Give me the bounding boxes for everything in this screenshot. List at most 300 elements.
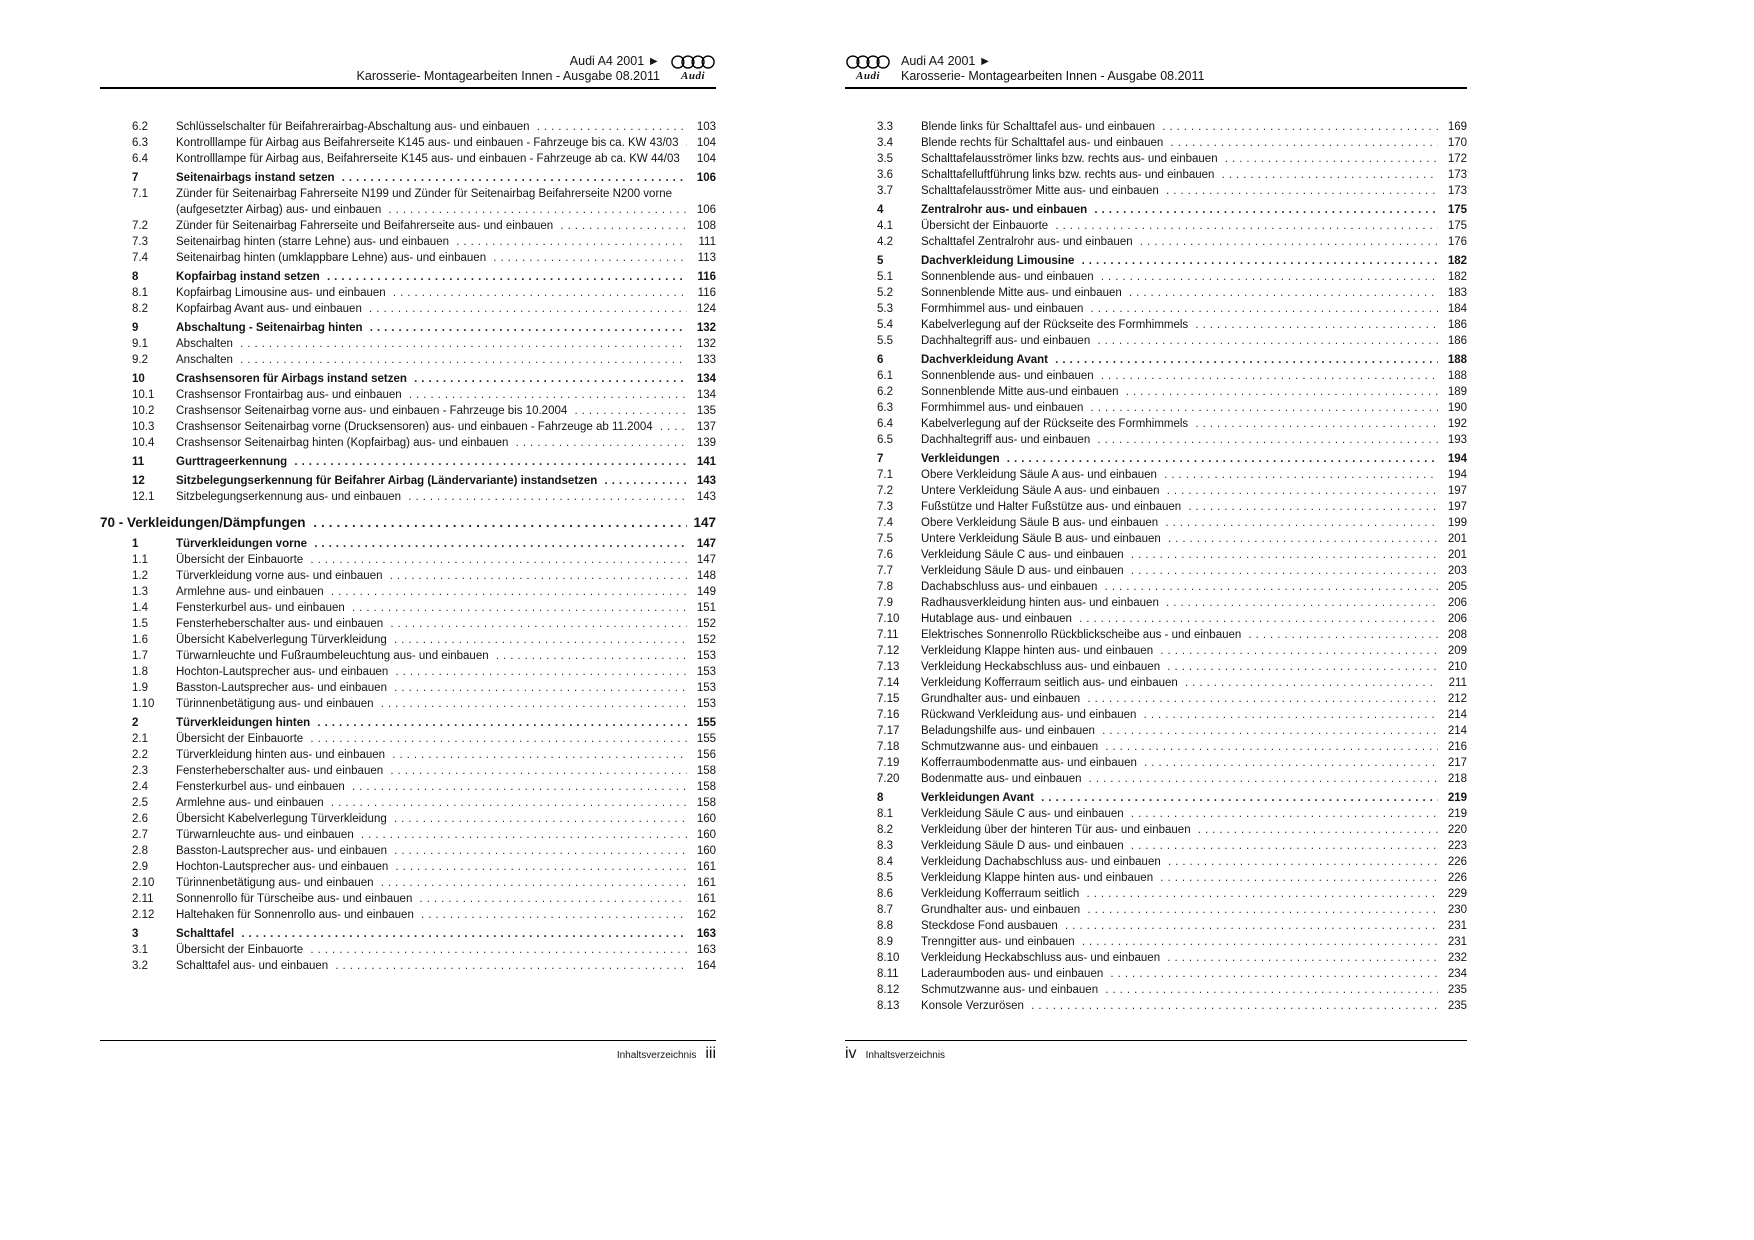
toc-entry-page: 201 (1447, 533, 1467, 545)
toc-entry-page: 208 (1447, 629, 1467, 641)
toc-entry-page: 153 (696, 682, 716, 694)
toc-entry-number: 2.11 (132, 893, 154, 905)
toc-entry-page: 156 (696, 749, 716, 761)
toc-entry-title: Laderaumboden aus- und einbauen ..... (921, 966, 1438, 982)
toc-entry (100, 795, 716, 811)
toc-entry-number: 3.6 (877, 169, 893, 181)
toc-entry-number: 1.9 (132, 682, 148, 694)
toc-entry (845, 643, 1467, 659)
toc-entry-title: Trenngitter aus- und einbauen ..... (921, 934, 1438, 950)
toc-entry-title: Sonnenblende Mitte aus-und einbauen ..... (921, 384, 1438, 400)
toc-entry-title: Schalttafelausströmer Mitte aus- und einbauen ..... (921, 183, 1438, 199)
toc-entry-number: 2.1 (132, 733, 148, 745)
toc-entry (100, 489, 716, 505)
toc-entry-page: 160 (696, 845, 716, 857)
toc-entry-number: 10.1 (132, 389, 155, 401)
toc-entry-title: Verkleidung Heckabschluss aus- und einbauen ..... (921, 659, 1438, 675)
toc-entry-page: 132 (696, 338, 716, 350)
toc-entry (100, 250, 716, 266)
toc-entry-number: 1.1 (132, 554, 148, 566)
toc-entry (845, 368, 1467, 384)
toc-entry-page: 163 (696, 944, 716, 956)
toc-entry (100, 536, 716, 552)
toc-entry (100, 664, 716, 680)
toc-entry (100, 151, 716, 167)
toc-entry-number: 8.1 (877, 808, 893, 820)
toc-entry-number: 7.19 (877, 757, 900, 769)
toc-entry-page: 137 (696, 421, 716, 433)
toc-entry-number: 1.6 (132, 634, 148, 646)
toc-entry-number: 1.7 (132, 650, 148, 662)
toc-entry-title: Sonnenrollo für Türscheibe aus- und einbauen ..... (176, 891, 687, 907)
toc-entry-page: 160 (696, 829, 716, 841)
page-right (845, 54, 1467, 1062)
toc-entry-page: 235 (1447, 984, 1467, 996)
toc-entry-number: 5.4 (877, 319, 893, 331)
toc-entry-page: 113 (697, 252, 716, 264)
toc-entry-page: 175 (1447, 204, 1467, 216)
toc-entry-page: 158 (696, 781, 716, 793)
footer-label: Inhaltsverzeichnis (616, 1050, 697, 1061)
toc-entry (100, 907, 716, 923)
toc-entry-title: Sonnenblende aus- und einbauen ..... (921, 269, 1438, 285)
toc-entry-page: 188 (1447, 354, 1467, 366)
toc-entry-title: Türinnenbetätigung aus- und einbauen ..... (176, 875, 687, 891)
toc-entry-page: 209 (1447, 645, 1467, 657)
toc-entry-page: 147 (696, 554, 716, 566)
toc-entry-title: Kabelverlegung auf der Rückseite des Formhimmels ..... (921, 416, 1438, 432)
toc-entry-page: 206 (1447, 597, 1467, 609)
toc-entry-number: 10.3 (132, 421, 155, 433)
toc-entry-number: 9.1 (132, 338, 148, 350)
toc-entry (845, 499, 1467, 515)
toc-entry-number: 8.6 (877, 888, 893, 900)
toc-entry-number: 9.2 (132, 354, 148, 366)
toc-entry (845, 285, 1467, 301)
toc-entry-title: Elektrisches Sonnenrollo Rückblickscheibe aus - und einbauen ..... (921, 627, 1438, 643)
header-text (357, 54, 660, 84)
toc-entry (100, 387, 716, 403)
toc-entry-page: 134 (696, 373, 716, 385)
toc-entry-page: 186 (1447, 335, 1467, 347)
toc-entry-number: 7.1 (877, 469, 893, 481)
toc-entry-number: 7.8 (877, 581, 893, 593)
toc-entry-title: Formhimmel aus- und einbauen ..... (921, 400, 1438, 416)
page-header-left (100, 54, 716, 89)
toc-entry-page: 161 (696, 893, 716, 905)
toc-entry (845, 269, 1467, 285)
toc-entry-page: 155 (696, 733, 716, 745)
toc-entry (100, 234, 716, 250)
audi-rings-icon (846, 54, 890, 70)
toc-entry-page: 210 (1447, 661, 1467, 673)
toc-entry-title: 70 - Verkleidungen/Dämpfungen ..... (100, 514, 687, 532)
toc-entry (845, 167, 1467, 183)
toc-entry-number: 7.2 (132, 220, 148, 232)
toc-entry-title: Beladungshilfe aus- und einbauen ..... (921, 723, 1438, 739)
toc-entry-title: Formhimmel aus- und einbauen ..... (921, 301, 1438, 317)
toc-entry-number: 4 (877, 204, 884, 216)
toc-entry-page: 199 (1447, 517, 1467, 529)
toc-entry-title: Crashsensor Seitenairbag vorne (Drucksensoren) aus- und einbauen - Fahrzeuge ab 11.2004 ..... (176, 419, 687, 435)
toc-entry-number: 8 (877, 792, 884, 804)
toc-entry-number: 8.1 (132, 287, 148, 299)
toc-entry-number: 6.5 (877, 434, 893, 446)
toc-entry-title: Sonnenblende aus- und einbauen ..... (921, 368, 1438, 384)
toc-entry-page: 153 (696, 698, 716, 710)
toc-entry (845, 707, 1467, 723)
toc-entry-number: 7.2 (877, 485, 893, 497)
toc-entry-title: Konsole Verzurösen ..... (921, 998, 1438, 1014)
toc-entry-number: 10 (132, 373, 145, 385)
toc-entry-page: 226 (1447, 872, 1467, 884)
page-left (100, 54, 716, 1062)
toc-entry (845, 531, 1467, 547)
toc-entry-page: 173 (1447, 185, 1467, 197)
toc-entry-title: Armlehne aus- und einbauen ..... (176, 795, 687, 811)
toc-entry (845, 691, 1467, 707)
toc-entry (845, 966, 1467, 982)
toc-entry-number: 11 (132, 456, 145, 468)
toc-entry (100, 119, 716, 135)
toc-entry (845, 806, 1467, 822)
toc-entry (845, 317, 1467, 333)
toc-entry (845, 432, 1467, 448)
toc-entry-page: 106 (696, 172, 716, 184)
toc-entry-number: 2 (132, 717, 139, 729)
toc-entry-title: Verkleidung Kofferraum seitlich ..... (921, 886, 1438, 902)
toc-entry-title: Verkleidung Heckabschluss aus- und einbauen ..... (921, 950, 1438, 966)
toc-entry (100, 827, 716, 843)
toc-entry (100, 135, 716, 151)
toc-entry-number: 7.20 (877, 773, 900, 785)
toc-entry-number: 7.14 (877, 677, 900, 689)
toc-entry-number: 6.2 (877, 386, 893, 398)
toc-entry (845, 595, 1467, 611)
toc-list-right (845, 119, 1467, 1014)
toc-entry (845, 119, 1467, 135)
toc-entry (845, 934, 1467, 950)
toc-entry-page: 197 (1447, 501, 1467, 513)
toc-entry-title: Fensterkurbel aus- und einbauen ..... (176, 600, 687, 616)
toc-entry (845, 627, 1467, 643)
footer-label: Inhaltsverzeichnis (865, 1050, 946, 1061)
toc-entry (100, 435, 716, 451)
toc-entry-page: 143 (696, 491, 716, 503)
toc-entry (845, 483, 1467, 499)
toc-entry (100, 371, 716, 387)
toc-entry (100, 336, 716, 352)
toc-entry-number: 7.7 (877, 565, 893, 577)
toc-entry-page: 214 (1447, 709, 1467, 721)
toc-entry-title: Übersicht Kabelverlegung Türverkleidung ..... (176, 811, 687, 827)
toc-entry-number: 7.1 (132, 188, 148, 200)
toc-entry-title: Verkleidungen ..... (921, 451, 1438, 467)
toc-entry (100, 403, 716, 419)
toc-entry-number: 7.3 (877, 501, 893, 513)
toc-entry-number: 7.4 (132, 252, 148, 264)
toc-entry (100, 186, 716, 218)
toc-entry-number: 8.2 (877, 824, 893, 836)
toc-entry-number: 1.5 (132, 618, 148, 630)
toc-entry-page: 141 (696, 456, 716, 468)
toc-entry-number: 8.11 (877, 968, 899, 980)
toc-entry-number: 2.7 (132, 829, 148, 841)
toc-entry-page: 193 (1447, 434, 1467, 446)
toc-entry-title: Übersicht Kabelverlegung Türverkleidung ..... (176, 632, 687, 648)
toc-entry-title: Obere Verkleidung Säule A aus- und einbauen ..... (921, 467, 1438, 483)
toc-entry-title: Übersicht der Einbauorte ..... (176, 942, 687, 958)
toc-entry-title: Verkleidung Dachabschluss aus- und einbauen ..... (921, 854, 1438, 870)
toc-entry-number: 2.6 (132, 813, 148, 825)
toc-entry (100, 763, 716, 779)
toc-entry (100, 269, 716, 285)
toc-entry-title: Zentralrohr aus- und einbauen ..... (921, 202, 1438, 218)
toc-entry-title: Bodenmatte aus- und einbauen ..... (921, 771, 1438, 787)
toc-entry-title: Fensterheberschalter aus- und einbauen ..... (176, 763, 687, 779)
toc-entry-page: 192 (1447, 418, 1467, 430)
audi-logo (845, 54, 891, 82)
toc-entry-title: Übersicht der Einbauorte ..... (176, 731, 687, 747)
toc-entry (100, 859, 716, 875)
toc-entry-page: 216 (1447, 741, 1467, 753)
toc-entry-number: 7.15 (877, 693, 900, 705)
toc-entry (100, 648, 716, 664)
toc-entry (845, 253, 1467, 269)
toc-entry (845, 547, 1467, 563)
header-title-line: Karosserie- Montagearbeiten Innen - Ausgabe 08.2011 (356, 69, 660, 83)
toc-entry-number: 2.3 (132, 765, 148, 777)
toc-entry-title: Abschaltung - Seitenairbag hinten ..... (176, 320, 687, 336)
toc-entry-title: Verkleidung Kofferraum seitlich aus- und einbauen ..... (921, 675, 1438, 691)
toc-entry-title: Verkleidung über der hinteren Tür aus- und einbauen ..... (921, 822, 1438, 838)
toc-entry (100, 696, 716, 712)
toc-entry-title: Anschalten ..... (176, 352, 687, 368)
toc-entry-title: Schalttafelluftführung links bzw. rechts aus- und einbauen ..... (921, 167, 1438, 183)
toc-entry-page: 232 (1447, 952, 1467, 964)
toc-entry-title: Fensterkurbel aus- und einbauen ..... (176, 779, 687, 795)
toc-entry (845, 563, 1467, 579)
toc-entry (845, 416, 1467, 432)
toc-entry-title: Gurttrageerkennung ..... (176, 454, 687, 470)
toc-entry-title: Sonnenblende Mitte aus- und einbauen ..... (921, 285, 1438, 301)
toc-entry-number: 7.16 (877, 709, 900, 721)
toc-entry-title: Fußstütze und Halter Fußstütze aus- und einbauen ..... (921, 499, 1438, 515)
toc-entry-number: 7.9 (877, 597, 893, 609)
toc-entry-page: 161 (696, 861, 716, 873)
toc-entry-number: 2.2 (132, 749, 148, 761)
toc-entry-page: 226 (1447, 856, 1467, 868)
toc-entry-title: Verkleidung Klappe hinten aus- und einbauen ..... (921, 643, 1438, 659)
toc-entry-page: 223 (1447, 840, 1467, 852)
toc-entry-page: 163 (696, 928, 716, 940)
toc-entry (100, 715, 716, 731)
toc-entry-page: 161 (696, 877, 716, 889)
toc-entry-number: 7.11 (877, 629, 899, 641)
toc-entry (100, 170, 716, 186)
toc-entry (100, 843, 716, 859)
toc-entry-page: 169 (1447, 121, 1467, 133)
toc-entry-number: 7.12 (877, 645, 900, 657)
toc-entry-number: 2.10 (132, 877, 155, 889)
toc-entry (100, 891, 716, 907)
toc-entry-title: Grundhalter aus- und einbauen ..... (921, 902, 1438, 918)
toc-entry (100, 747, 716, 763)
header-model-line: Audi A4 2001 ► (901, 54, 992, 68)
toc-entry-number: 8.12 (877, 984, 900, 996)
toc-entry-number: 1 (132, 538, 139, 550)
toc-entry-page: 153 (696, 666, 716, 678)
toc-entry-number: 1.8 (132, 666, 148, 678)
toc-entry-page: 147 (693, 515, 716, 530)
toc-entry-number: 2.12 (132, 909, 155, 921)
toc-entry-title: Hochton-Lautsprecher aus- und einbauen ..... (176, 664, 687, 680)
toc-entry-title: Untere Verkleidung Säule A aus- und einbauen ..... (921, 483, 1438, 499)
toc-entry-number: 7.4 (877, 517, 893, 529)
toc-entry (100, 552, 716, 568)
toc-entry-page: 151 (696, 602, 716, 614)
toc-entry-page: 188 (1447, 370, 1467, 382)
toc-entry-number: 8 (132, 271, 139, 283)
toc-entry-number: 6.3 (877, 402, 893, 414)
header-title-line: Karosserie- Montagearbeiten Innen - Ausgabe 08.2011 (901, 69, 1205, 83)
toc-entry-number: 5.5 (877, 335, 893, 347)
toc-entry-page: 143 (696, 475, 716, 487)
toc-list-left (100, 119, 716, 974)
footer-page-number: iii (705, 1045, 716, 1062)
toc-entry (100, 514, 716, 532)
toc-entry-page: 214 (1447, 725, 1467, 737)
toc-entry-page: 148 (696, 570, 716, 582)
toc-entry-title: Zünder für Seitenairbag Fahrerseite N199 und Zünder für Seitenairbag Beifahrerseite N200 vorne (aufgesetzter Airbag) aus- und einbauen ..... (176, 186, 687, 218)
toc-entry-number: 1.3 (132, 586, 148, 598)
toc-entry (100, 875, 716, 891)
toc-entry-number: 8.7 (877, 904, 893, 916)
toc-entry-page: 229 (1447, 888, 1467, 900)
toc-entry-page: 197 (1447, 485, 1467, 497)
toc-entry-title: Kabelverlegung auf der Rückseite des Formhimmels ..... (921, 317, 1438, 333)
toc-entry-number: 2.5 (132, 797, 148, 809)
toc-entry-number: 6.4 (877, 418, 893, 430)
toc-entry-page: 230 (1447, 904, 1467, 916)
toc-entry (100, 942, 716, 958)
page-footer-left (100, 1040, 716, 1062)
header-text (901, 54, 1204, 84)
toc-entry (845, 400, 1467, 416)
toc-entry-title: Obere Verkleidung Säule B aus- und einbauen ..... (921, 515, 1438, 531)
toc-entry-number: 3.4 (877, 137, 893, 149)
toc-entry (845, 234, 1467, 250)
audi-logo (670, 54, 716, 82)
toc-entry (100, 218, 716, 234)
toc-entry-number: 3.5 (877, 153, 893, 165)
audi-wordmark: Audi (855, 70, 880, 82)
toc-entry-title: Dachverkleidung Limousine ..... (921, 253, 1438, 269)
toc-entry-title: Türverkleidungen vorne ..... (176, 536, 687, 552)
toc-entry-number: 8.2 (132, 303, 148, 315)
toc-entry-title: Crashsensor Frontairbag aus- und einbauen ..... (176, 387, 687, 403)
toc-entry-title: Dachverkleidung Avant ..... (921, 352, 1438, 368)
toc-entry (845, 918, 1467, 934)
toc-entry-page: 116 (697, 287, 716, 299)
toc-entry (845, 755, 1467, 771)
toc-entry (845, 467, 1467, 483)
footer-page-number: iv (845, 1045, 857, 1062)
toc-entry-number: 8.4 (877, 856, 893, 868)
toc-entry-number: 6 (877, 354, 884, 366)
toc-entry-title: Schalttafel Zentralrohr aus- und einbauen ..... (921, 234, 1438, 250)
toc-entry-title: Verkleidung Säule D aus- und einbauen ..... (921, 838, 1438, 854)
toc-entry-title: Türverkleidung hinten aus- und einbauen ..... (176, 747, 687, 763)
toc-entry (845, 183, 1467, 199)
toc-entry-number: 5.3 (877, 303, 893, 315)
toc-entry-page: 184 (1447, 303, 1467, 315)
toc-entry-page: 108 (696, 220, 716, 232)
toc-entry-page: 111 (698, 236, 716, 248)
toc-entry-page: 104 (696, 137, 716, 149)
toc-entry-title: Basston-Lautsprecher aus- und einbauen ..... (176, 843, 687, 859)
toc-entry-page: 170 (1447, 137, 1467, 149)
toc-entry (100, 352, 716, 368)
toc-entry (845, 384, 1467, 400)
toc-entry-number: 10.4 (132, 437, 155, 449)
toc-entry (845, 135, 1467, 151)
toc-entry-page: 155 (696, 717, 716, 729)
toc-entry-page: 152 (696, 634, 716, 646)
toc-entry (845, 515, 1467, 531)
toc-entry-number: 9 (132, 322, 139, 334)
toc-entry-page: 201 (1447, 549, 1467, 561)
toc-entry-title: Schmutzwanne aus- und einbauen ..... (921, 982, 1438, 998)
toc-entry-page: 158 (696, 797, 716, 809)
toc-entry-number: 7 (132, 172, 139, 184)
toc-entry-title: Schlüsselschalter für Beifahrerairbag-Abschaltung aus- und einbauen ..... (176, 119, 687, 135)
toc-entry-number: 3.2 (132, 960, 148, 972)
toc-entry-title: Sitzbelegungserkennung aus- und einbauen ..... (176, 489, 687, 505)
toc-entry-page: 124 (696, 303, 716, 315)
toc-entry (100, 419, 716, 435)
toc-entry-title: Radhausverkleidung hinten aus- und einbauen ..... (921, 595, 1438, 611)
toc-entry-title: Verkleidung Klappe hinten aus- und einbauen ..... (921, 870, 1438, 886)
toc-entry-page: 235 (1447, 1000, 1467, 1012)
toc-entry (845, 902, 1467, 918)
toc-entry-title: Hochton-Lautsprecher aus- und einbauen ..... (176, 859, 687, 875)
toc-entry (845, 675, 1467, 691)
toc-entry-title: Crashsensor Seitenairbag hinten (Kopfairbag) aus- und einbauen ..... (176, 435, 687, 451)
toc-entry-page: 164 (696, 960, 716, 972)
toc-entry (845, 998, 1467, 1014)
toc-entry-page: 153 (696, 650, 716, 662)
toc-entry-page: 190 (1447, 402, 1467, 414)
toc-entry-number: 8.13 (877, 1000, 900, 1012)
toc-entry-page: 183 (1447, 287, 1467, 299)
toc-entry-number: 7.5 (877, 533, 893, 545)
toc-entry-number: 6.4 (132, 153, 148, 165)
toc-entry-page: 172 (1447, 153, 1467, 165)
toc-entry-title: Basston-Lautsprecher aus- und einbauen ..... (176, 680, 687, 696)
toc-entry-title: Verkleidung Säule C aus- und einbauen ..... (921, 806, 1438, 822)
toc-entry-page: 135 (696, 405, 716, 417)
toc-entry-title: Kontrolllampe für Airbag aus, Beifahrerseite K145 aus- und einbauen - Fahrzeuge ab ca. KW 44/03 ..... (176, 151, 687, 167)
toc-entry-page: 186 (1447, 319, 1467, 331)
toc-entry (100, 454, 716, 470)
toc-entry-title: Schalttafel aus- und einbauen ..... (176, 958, 687, 974)
toc-entry-page: 217 (1447, 757, 1467, 769)
toc-entry (845, 579, 1467, 595)
toc-entry-page: 176 (1447, 236, 1467, 248)
toc-entry (845, 451, 1467, 467)
audi-rings-icon (671, 54, 715, 70)
